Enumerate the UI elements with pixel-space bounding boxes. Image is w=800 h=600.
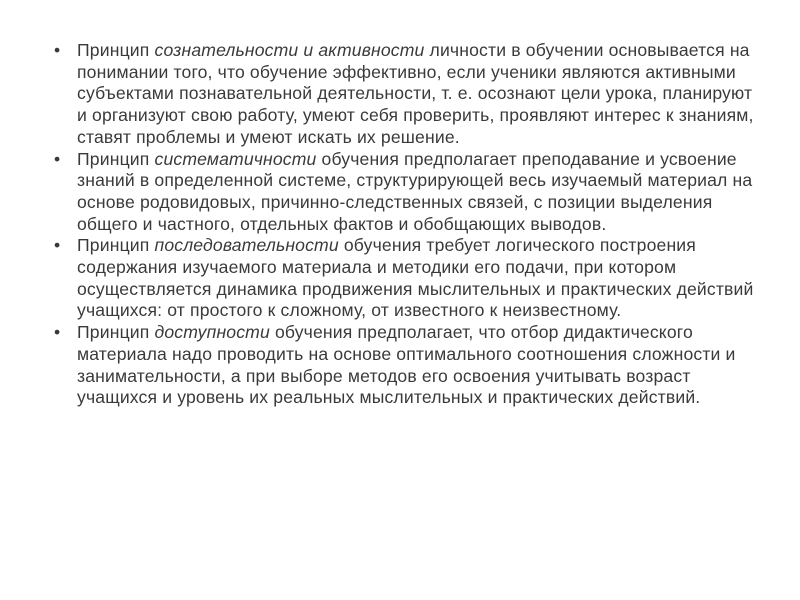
principle-lead: Принцип [77, 322, 155, 343]
principle-term: доступности [154, 322, 270, 343]
principle-consciousness-activity [54, 40, 754, 149]
principle-systematicity [54, 149, 754, 236]
bullet-icon: • [54, 40, 61, 60]
principle-lead: Принцип [77, 40, 155, 60]
principle-description: личности в обучении основывается на понимании того, что обучение эффективно, если ученики являются активными субъектами познавательной деятельности, т. е. осознают цели урока, планируют и организуют свою работу, умеют себя проверить, проявляют интерес к знаниям, ставят проблемы и умеют искать их решение. [77, 40, 754, 147]
principle-accessibility [54, 322, 754, 409]
bullet-icon: • [54, 148, 61, 169]
bullet-icon: • [54, 235, 61, 256]
principle-term: сознательности и активности [154, 40, 425, 60]
principle-term: систематичности [154, 148, 317, 169]
principle-term: последовательности [154, 235, 339, 256]
principles-list [54, 40, 754, 409]
principle-description: обучения предполагает преподавание и усвоение знаний в определенной системе, структурирующей весь изучаемый материал на основе родовидовых, причинно-следственных связей, с позиции выделения общего и частного, отдельных фактов и обобщающих выводов. [77, 148, 753, 234]
bullet-icon: • [54, 322, 61, 343]
principle-lead: Принцип [77, 148, 155, 169]
principle-description: обучения требует логического построения содержания изучаемого материала и методики его подачи, при котором осуществляется динамика продвижения мыслительных и практических действий учащихся: от простого к сложному, от известного к неизвестному. [77, 235, 754, 321]
principle-description: обучения предполагает, что отбор дидактического материала надо проводить на основе оптимального соотношения сложности и занимательности, а при выборе методов его освоения учитывать возраст учащихся и уровень их реальных мыслительных и практических действий. [77, 322, 736, 408]
principle-consistency [54, 235, 754, 322]
principle-lead: Принцип [77, 235, 155, 256]
